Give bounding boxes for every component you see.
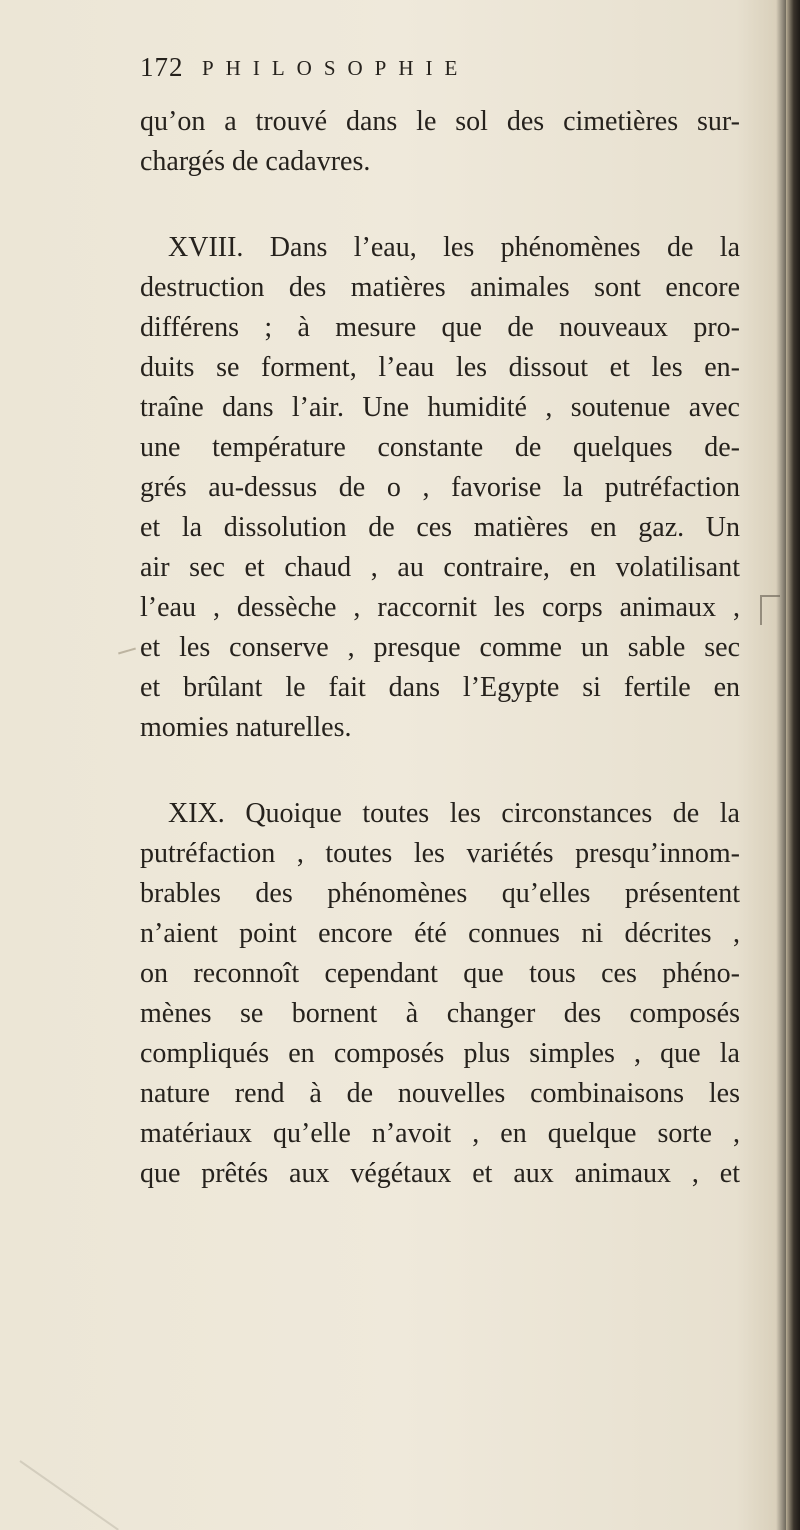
running-title: PHILOSOPHIE bbox=[202, 56, 470, 80]
text-line: n’aient point encore été connues ni décrites , bbox=[140, 918, 740, 949]
paragraph-gap bbox=[140, 182, 740, 228]
text-line: nature rend à de nouvelles combinaisons les bbox=[140, 1078, 740, 1109]
text-line: qu’on a trouvé dans le sol des cimetières sur- bbox=[140, 106, 740, 137]
text-line: traîne dans l’air. Une humidité , soutenue avec bbox=[140, 392, 740, 423]
text-line: compliqués en composés plus simples , que la bbox=[140, 1038, 740, 1069]
page-number: 172 bbox=[140, 52, 184, 82]
text-line: chargés de cadavres. bbox=[140, 146, 371, 177]
text-line: que prêtés aux végétaux et aux animaux , et bbox=[140, 1158, 740, 1189]
page-header bbox=[140, 52, 760, 92]
text-line: brables des phénomènes qu’elles présentent bbox=[140, 878, 740, 909]
text-line: air sec et chaud , au contraire, en volatilisant bbox=[140, 552, 740, 583]
text-line: mènes se bornent à changer des composés bbox=[140, 998, 740, 1029]
text-line: putréfaction , toutes les variétés presqu’innom- bbox=[140, 838, 740, 869]
ink-mark bbox=[118, 648, 136, 655]
margin-mark bbox=[760, 595, 780, 625]
text-line: matériaux qu’elle n’avoit , en quelque sorte , bbox=[140, 1118, 740, 1149]
section-heading-line: XIX. Quoique toutes les circonstances de la bbox=[168, 798, 740, 829]
text-line: momies naturelles. bbox=[140, 712, 352, 743]
paragraph-xviii bbox=[140, 228, 740, 748]
paper-fold bbox=[19, 1460, 118, 1530]
text-line: l’eau , dessèche , raccornit les corps animaux , bbox=[140, 592, 740, 623]
section-heading-line: XVIII. Dans l’eau, les phénomènes de la bbox=[168, 232, 740, 263]
text-line: on reconnoît cependant que tous ces phéno- bbox=[140, 958, 740, 989]
text-line: et brûlant le fait dans l’Egypte si fertile en bbox=[140, 672, 740, 703]
text-line: une température constante de quelques de- bbox=[140, 432, 740, 463]
text-line: et les conserve , presque comme un sable sec bbox=[140, 632, 740, 663]
text-line: destruction des matières animales sont encore bbox=[140, 272, 740, 303]
text-line: différens ; à mesure que de nouveaux pro- bbox=[140, 312, 740, 343]
text-line: et la dissolution de ces matières en gaz. Un bbox=[140, 512, 740, 543]
text-line: duits se forment, l’eau les dissout et les en- bbox=[140, 352, 740, 383]
page-edge-shadow bbox=[786, 0, 800, 1530]
body-text bbox=[140, 102, 740, 1194]
paragraph-gap bbox=[140, 748, 740, 794]
paragraph-xix bbox=[140, 794, 740, 1194]
text-line: grés au-dessus de o , favorise la putréfaction bbox=[140, 472, 740, 503]
